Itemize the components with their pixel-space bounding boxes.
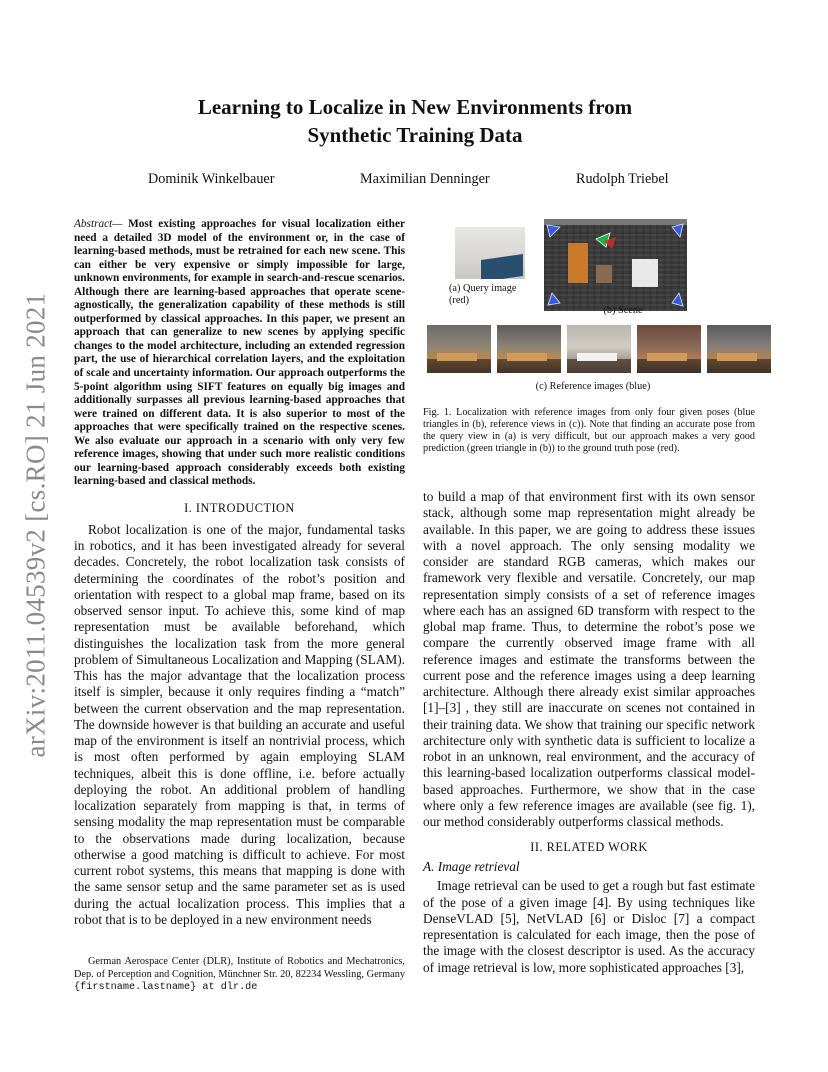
caption-b: (b) Scene [603, 305, 643, 316]
blue-pose-marker [672, 293, 683, 306]
abstract-text: Most existing approaches for visual localization either need a detailed 3D model of the environment or, in the case of learning-based methods, must be retrained for each new scene. This can either be very expensive or simply impossible for large, unknown environments, for example in search-and-rescue scenarios. Although there are learning-based approaches that operate scene-agnostically, the generalization capability of these methods is still outperformed by classical approaches. In this paper, we present an approach that can generalize to new scenes by applying specific changes to the model architecture, including an extended regression part, the use of hierarchical correlation layers, and the exploitation of scale and uncertainty information. Our approach outperforms the 5-point algorithm using SIFT features on equally big images and additionally surpasses all previous learning-based approaches that were trained on different data. It is also superior to most of the approaches that were specifically trained on the respective scenes. We also evaluate our approach in a scenario with only very few reference images, showing that under such more realistic conditions our learning-based approach considerably exceeds both existing learning-based and classical methods. [74, 218, 405, 488]
scene-image [544, 219, 687, 311]
blue-pose-marker [672, 224, 683, 237]
related-heading: II. RELATED WORK [530, 840, 648, 855]
intro-paragraph-right: to build a map of that environment first with its own sensor stack, although some map representation might already be available. In this paper, we are going to address these issues with a novel approach. The only sensing modality we consider are standard RGB cameras, which makes our framework very flexible and versatile. Concretely, our map representation simply consists of a set of reference images where each has an assigned 6D transform with respect to the global map frame. Thus, to determine the robot’s pose we compare the currently observed image frame with all reference images and estimate the transforms between the current pose and the reference images using a deep learning architecture. Although there already exist similar approaches [1]–[3] , they still are inaccurate on scenes not contained in their training data. We show that training our specific network architecture only with synthetic data is sufficient to localize a robot in an unknown, real environment, and the accuracy of this learning-based localization outperforms classical model-based approaches. Furthermore, we show that in the case where only a few reference images are available (see fig. 1), our method considerably outperforms classical methods. [423, 489, 755, 829]
author-3: Rudolph Triebel [576, 171, 669, 187]
arxiv-id: arXiv:2011.04539v2 [cs.RO] 21 Jun 2021 [20, 292, 51, 758]
paper-title [120, 93, 710, 149]
footnote-text: German Aerospace Center (DLR), Institute of Robotics and Mechatronics, Dep. of Perception and Cognition, Münchner Str. 20, 82234 Wessling, Germany [74, 956, 405, 980]
arxiv-stamp [18, 290, 54, 760]
reference-image [707, 325, 771, 373]
title-line-2: Synthetic Training Data [307, 123, 523, 147]
intro-heading: I. INTRODUCTION [184, 500, 295, 515]
reference-image [497, 325, 561, 373]
intro-paragraph-left: Robot localization is one of the major, fundamental tasks in robotics, and it has been investigated already for several decades. Concretely, the robot localization task consists of determining the coordinates of the robot’s position and orientation with respect to a global map frame, based on its observed sensor input. To achieve this, some kind of map representation must be available beforehand, which distinguishes the localization task from the more general problem of Simultaneous Localization and Mapping (SLAM). This has the major advantage that the localization process itself is simpler, because it only requires finding a “match” between the current observation and the map representation. The downside however is that building an accurate and useful map of the environment is itself an nontrivial process, which is most often performed by again employing SLAM techniques, albeit this is done offline, i.e. before actually deploying the robot. An additional problem of handling localization separately from mapping is that, in terms of sensing modality the map representation must be comparable to the observations made during localization, because otherwise a good matching is difficult to achieve. For most current robot systems, this means that mapping is done with the same sensor setup and the same parameter set as is used during the actual localization process. This implies that a robot that is to be deployed in a new environment needs [74, 521, 405, 927]
abstract [74, 218, 405, 489]
related-paragraph: Image retrieval can be used to get a rough but fast estimate of the pose of a given image [4]. By using techniques like DenseVLAD [5], NetVLAD [6] or Disloc [7] a compact representation is calculated for each image, then the pose of the image with the closest descriptor is used. As the accuracy of image retrieval is low, more sophisticated approaches [3], [423, 878, 755, 975]
abstract-lead: Abstract— [74, 218, 123, 230]
figure-1 [423, 213, 763, 473]
caption-a: (a) Query image (red) [449, 283, 517, 306]
pose-markers [544, 219, 687, 311]
right-column [423, 489, 755, 976]
footnote-email: {firstname.lastname} at dlr.de [74, 982, 258, 994]
query-image [455, 227, 525, 279]
blue-pose-marker [547, 225, 560, 237]
caption-c: (c) Reference images (blue) [535, 381, 651, 392]
author-2: Maximilian Denninger [360, 171, 490, 187]
footnote [74, 956, 405, 995]
figure-caption: Fig. 1. Localization with reference images from only four given poses (blue triangles in (b), reference views in (c)). Note that finding an accurate pose from the query view in (a) is very difficult, but our approach makes a very good prediction (green triangle in (b)) to the ground truth pose (red). [423, 407, 755, 454]
title-line-1: Learning to Localize in New Environments from [197, 95, 633, 119]
author-list [74, 171, 754, 191]
reference-image [637, 325, 701, 373]
related-subheading: A. Image retrieval [423, 859, 520, 875]
reference-image [427, 325, 491, 373]
left-column [74, 218, 405, 928]
reference-image [567, 325, 631, 373]
author-1: Dominik Winkelbauer [148, 171, 275, 187]
blue-pose-marker [548, 293, 560, 305]
